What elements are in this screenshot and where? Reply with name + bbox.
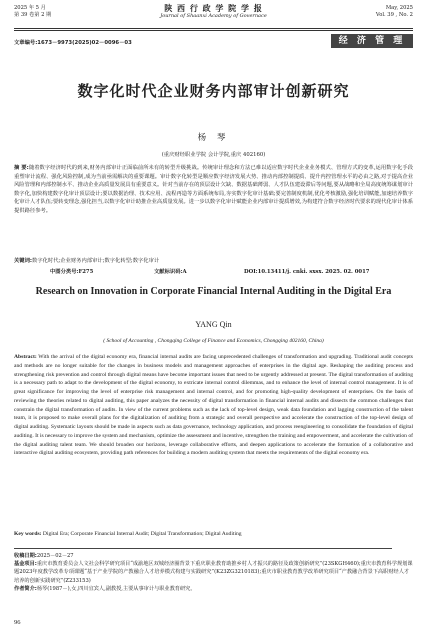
header-volume-cn: 第 39 卷第 2 期 bbox=[14, 12, 52, 18]
keywords-cn-text: 数字化时代;企业财务内部审计;数字化转型;数字化审计 bbox=[32, 258, 160, 264]
keywords-en bbox=[14, 530, 413, 538]
header-rule-thin bbox=[14, 30, 413, 31]
author-bio-label: 作者简介: bbox=[14, 585, 37, 592]
header-journal bbox=[14, 3, 413, 20]
author-bio bbox=[14, 585, 413, 593]
author-bio-value: 杨琴(1987－),女,四川宜宾人,副教授,主要从事审计与职业教育研究。 bbox=[36, 585, 196, 592]
footnote bbox=[14, 552, 413, 593]
affiliation-en: ( School of Accounting , Chongqing College of Finance and Economics, Chongqing 402160, China) bbox=[103, 338, 324, 344]
abstract-cn-text: 随着数字经济时代的到来,财务内部审计正面临前所未有的转型升级挑战。传统审计理念和方法已难以适应数字时代企业业务模式、管理方式的变革,运用数字化手段重塑审计流程、强化风险控制,成为当前亟需解决的重要课题。审计数字化转型是顺应数字经济发展大势、推动内部控制提质、提升内控管理水平的必由之路,对于提高企业风险管理和内部控制水平、推动企业高质量发展具有重要意义。针对当前存在的顶层设计欠缺、数据基础薄弱、人才队伍建设滞后等问题,要从战略和全局高度统筹谋划审计数字化,加快构建数字化审计顶层设计;要以数据治理、技术应用、流程再造等方面系统布局,夯实数字化审计基础;要完善制度机制,优化考核激励,强化培训赋能,加速培养数字化审计人才队伍;要转变理念,强化担当,以数字化审计助推企业高质量发展。进一步以数字化审计赋能企业内部审计提质增效,为构建符合数字经济时代要求的现代化审计体系提供路径参考。 bbox=[14, 165, 414, 214]
fund-value: 重庆市教育委员会人文社会科学研究项目“成渝地区双城经济圈背景下重庆职业教育助推乡村人才振兴的路径及政策创新研究”(23SKGH460);重庆市教育科学规划课题2023年度教学改革专项课题“基于产业学院的产教融合人才培养模式构建与实践研究”(K23ZG3210183);重庆市职业教育教学改革研究项目“产教融合背景下高职财经人才培养的创新实践研究”(Z233153) bbox=[14, 561, 413, 584]
title-en: Research on Innovation in Corporate Financial Internal Auditing in the Digital Era bbox=[35, 286, 392, 297]
page-number: 96 bbox=[14, 619, 21, 626]
abstract-cn-label: 摘 要: bbox=[14, 165, 29, 171]
fund-project bbox=[14, 560, 413, 585]
article-number: 文章编号:1673－9973(2025)02－0096－03 bbox=[14, 40, 132, 46]
keywords-cn-label: 关键词: bbox=[14, 258, 33, 264]
keywords-en-text: Digital Era; Corporate Financial Internal Audit; Digital Transformation; Digital Auditing bbox=[42, 531, 242, 537]
journal-name-cn: 陕 西 行 政 学 院 学 报 bbox=[164, 3, 263, 13]
received-value: 2025－02－27 bbox=[36, 553, 74, 559]
section-badge: 经 济 管 理 bbox=[331, 34, 413, 48]
document-code: 文献标识码:A bbox=[154, 269, 187, 275]
header-date-cn: 2025 年 5 月 bbox=[14, 5, 46, 11]
abstract-en bbox=[14, 353, 413, 458]
clc-number: 中图分类号:F275 bbox=[50, 269, 94, 275]
keywords-en-label: Key words: bbox=[14, 531, 42, 537]
header-volume-en: Vol. 39 , No. 2 bbox=[375, 12, 413, 18]
title-cn: 数字化时代企业财务内部审计创新研究 bbox=[77, 82, 350, 100]
footnote-rule bbox=[14, 548, 392, 549]
author-cn: 杨 琴 bbox=[197, 133, 230, 143]
received-date bbox=[14, 552, 413, 560]
header-right bbox=[376, 5, 413, 19]
journal-name-en: Journal of Shaanxi Academy of Governace bbox=[160, 13, 267, 19]
abstract-cn bbox=[14, 164, 413, 216]
keywords-cn bbox=[14, 257, 413, 265]
abstract-en-label: Abstract: bbox=[14, 354, 37, 360]
doi: DOI:10.13411/j. cnki. sxsx. 2025. 02. 0017 bbox=[244, 269, 370, 275]
affiliation-cn: (重庆财经职业学院 会计学院,重庆 402160) bbox=[161, 152, 266, 158]
header-date-en: May, 2025 bbox=[385, 5, 413, 11]
fund-label: 基金项目: bbox=[14, 561, 37, 568]
running-header bbox=[14, 3, 413, 27]
received-label: 收稿日期: bbox=[14, 553, 37, 559]
header-rule bbox=[14, 28, 413, 29]
abstract-en-text: With the arrival of the digital economy era, financial internal audits are facing unprecedented challenges of transformation and upgrading. Traditional audit concepts and methods are no longer suitable for the changes in business models and management approaches of enterprises in the digital age. Reshaping the auditing process and strengthening risk prevention and control through digital means have become important issues that need to be urgently addressed at present. The digital transformation of auditing is a necessary path to adapt to the development of the digital economy, to extricate internal control dilemmas, and to enhance the level of internal control management. It is of great significance for improving the level of enterprise risk management and internal control, and for promoting high-quality development of enterprises. On the basis of reviewing the theories related to digital auditing, this paper analyzes the necessity of digital transformation in financial internal audits and dissects the common challenges that constrain the digital transformation of audits. In view of the current problems such as the lack of top-level design, weak data foundation and lagging construction of the talent team, it is proposed to make overall plans for the digitalization of auditing from a strategic and overall perspective and accelerate the construction of the top-level design of digital auditing. Systematic layouts should be made in aspects such as data governance, technology application, and process reengineering to consolidate the foundation of digital auditing. It is necessary to improve the system and mechanism, optimize the assessment and incentive, strengthen the training and empowerment, and accelerate the cultivation of the digital auditing talent team. We should broaden our horizons, leverage collaborative efforts, and deepen applications to accelerate the formation of a collaborative and interactive digital auditing ecosystem, providing path references for building a modern auditing system that meets the requirements of the digital economy era. bbox=[14, 354, 413, 457]
author-en: YANG Qin bbox=[195, 320, 232, 329]
